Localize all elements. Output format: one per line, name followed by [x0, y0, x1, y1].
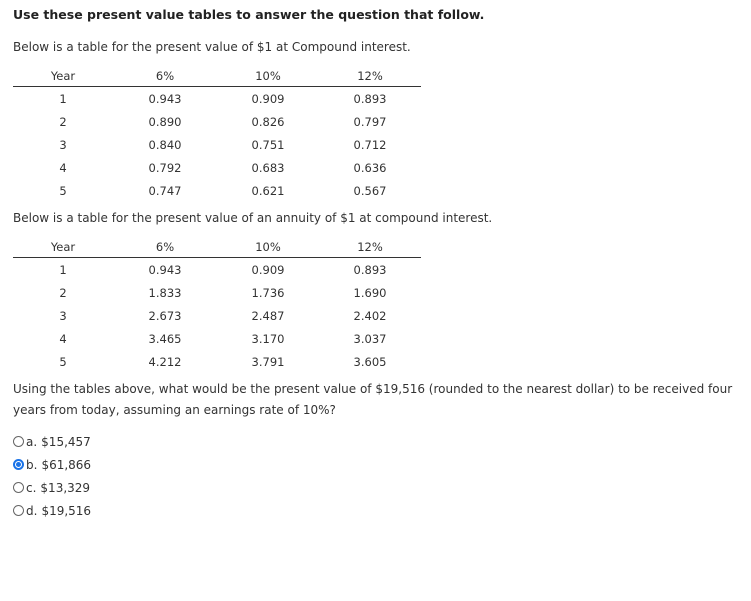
table-row	[13, 133, 421, 156]
table-row	[13, 281, 421, 304]
table-row	[13, 179, 421, 202]
table-cell: 0.840	[148, 137, 182, 152]
table-cell: 3.605	[353, 354, 387, 369]
option-text: $61,866	[41, 457, 92, 472]
table-row	[13, 258, 421, 282]
table-cell: 2	[59, 114, 67, 129]
table-row	[13, 87, 421, 111]
option-text: $15,457	[41, 434, 91, 449]
table-cell: 0.893	[353, 91, 387, 106]
table-cell: 0.893	[353, 262, 387, 277]
page-heading: Use these present value tables to answer the question that follow.	[13, 7, 485, 22]
radio-button-c[interactable]	[13, 482, 24, 493]
table-cell: 3	[59, 137, 67, 152]
table-header-row	[13, 66, 421, 87]
table-cell: 0.890	[148, 114, 182, 129]
table-cell: 0.712	[353, 137, 387, 152]
option-letter: a.	[26, 434, 38, 449]
option-c[interactable]	[13, 476, 91, 499]
table-cell: 0.747	[148, 183, 182, 198]
table-cell: 0.567	[353, 183, 387, 198]
question-text: Using the tables above, what would be the present value of $19,516 (rounded to the nearest dollar) to be received four years from today, assuming an earnings rate of 10%?	[13, 382, 733, 417]
option-letter: d.	[26, 503, 38, 518]
table-cell: 0.943	[148, 91, 182, 106]
table-cell: 1.690	[353, 285, 387, 300]
table-cell: 2.487	[251, 308, 285, 323]
table-cell: 3.037	[353, 331, 387, 346]
table-cell: 5	[59, 183, 67, 198]
radio-button-a[interactable]	[13, 436, 24, 447]
option-text: $13,329	[40, 480, 91, 495]
table-cell: 0.826	[251, 114, 285, 129]
table-cell: 0.792	[148, 160, 182, 175]
table-row	[13, 304, 421, 327]
column-header-6pct: 6%	[113, 237, 217, 258]
table-cell: 0.636	[353, 160, 387, 175]
answer-options	[13, 430, 91, 522]
table-row	[13, 327, 421, 350]
table-header-row	[13, 237, 421, 258]
table-cell: 3	[59, 308, 67, 323]
table-cell: 0.683	[251, 160, 285, 175]
option-a[interactable]	[13, 430, 91, 453]
table-cell: 0.943	[148, 262, 182, 277]
option-letter: b.	[26, 457, 38, 472]
option-letter: c.	[26, 480, 37, 495]
table-cell: 0.909	[251, 262, 285, 277]
table-cell: 1	[59, 262, 67, 277]
table-cell: 2.673	[148, 308, 182, 323]
annuity-table	[13, 237, 421, 373]
table-cell: 1.833	[148, 285, 182, 300]
table-row	[13, 110, 421, 133]
table-cell: 5	[59, 354, 67, 369]
table-cell: 0.909	[251, 91, 285, 106]
table-cell: 1	[59, 91, 67, 106]
column-header-12pct: 12%	[319, 66, 421, 87]
table-cell: 4	[59, 331, 67, 346]
present-value-table	[13, 66, 421, 202]
table1-caption: Below is a table for the present value of $1 at Compound interest.	[13, 40, 411, 54]
column-header-12pct: 12%	[319, 237, 421, 258]
table-cell: 3.791	[251, 354, 285, 369]
table-cell: 4	[59, 160, 67, 175]
table-cell: 0.751	[251, 137, 285, 152]
table2-caption: Below is a table for the present value of an annuity of $1 at compound interest.	[13, 211, 493, 225]
column-header-year: Year	[13, 237, 113, 258]
column-header-10pct: 10%	[217, 66, 319, 87]
table-cell: 0.797	[353, 114, 387, 129]
column-header-year: Year	[13, 66, 113, 87]
table-cell: 1.736	[251, 285, 285, 300]
table-cell: 2	[59, 285, 67, 300]
column-header-6pct: 6%	[113, 66, 217, 87]
table-cell: 4.212	[148, 354, 182, 369]
table-row	[13, 350, 421, 373]
radio-button-b[interactable]	[13, 459, 24, 470]
table-row	[13, 156, 421, 179]
option-d[interactable]	[13, 499, 91, 522]
option-text: $19,516	[41, 503, 92, 518]
option-b[interactable]	[13, 453, 91, 476]
column-header-10pct: 10%	[217, 237, 319, 258]
table-cell: 3.465	[148, 331, 182, 346]
table-cell: 0.621	[251, 183, 285, 198]
table-cell: 2.402	[353, 308, 387, 323]
radio-button-d[interactable]	[13, 505, 24, 516]
table-cell: 3.170	[251, 331, 285, 346]
